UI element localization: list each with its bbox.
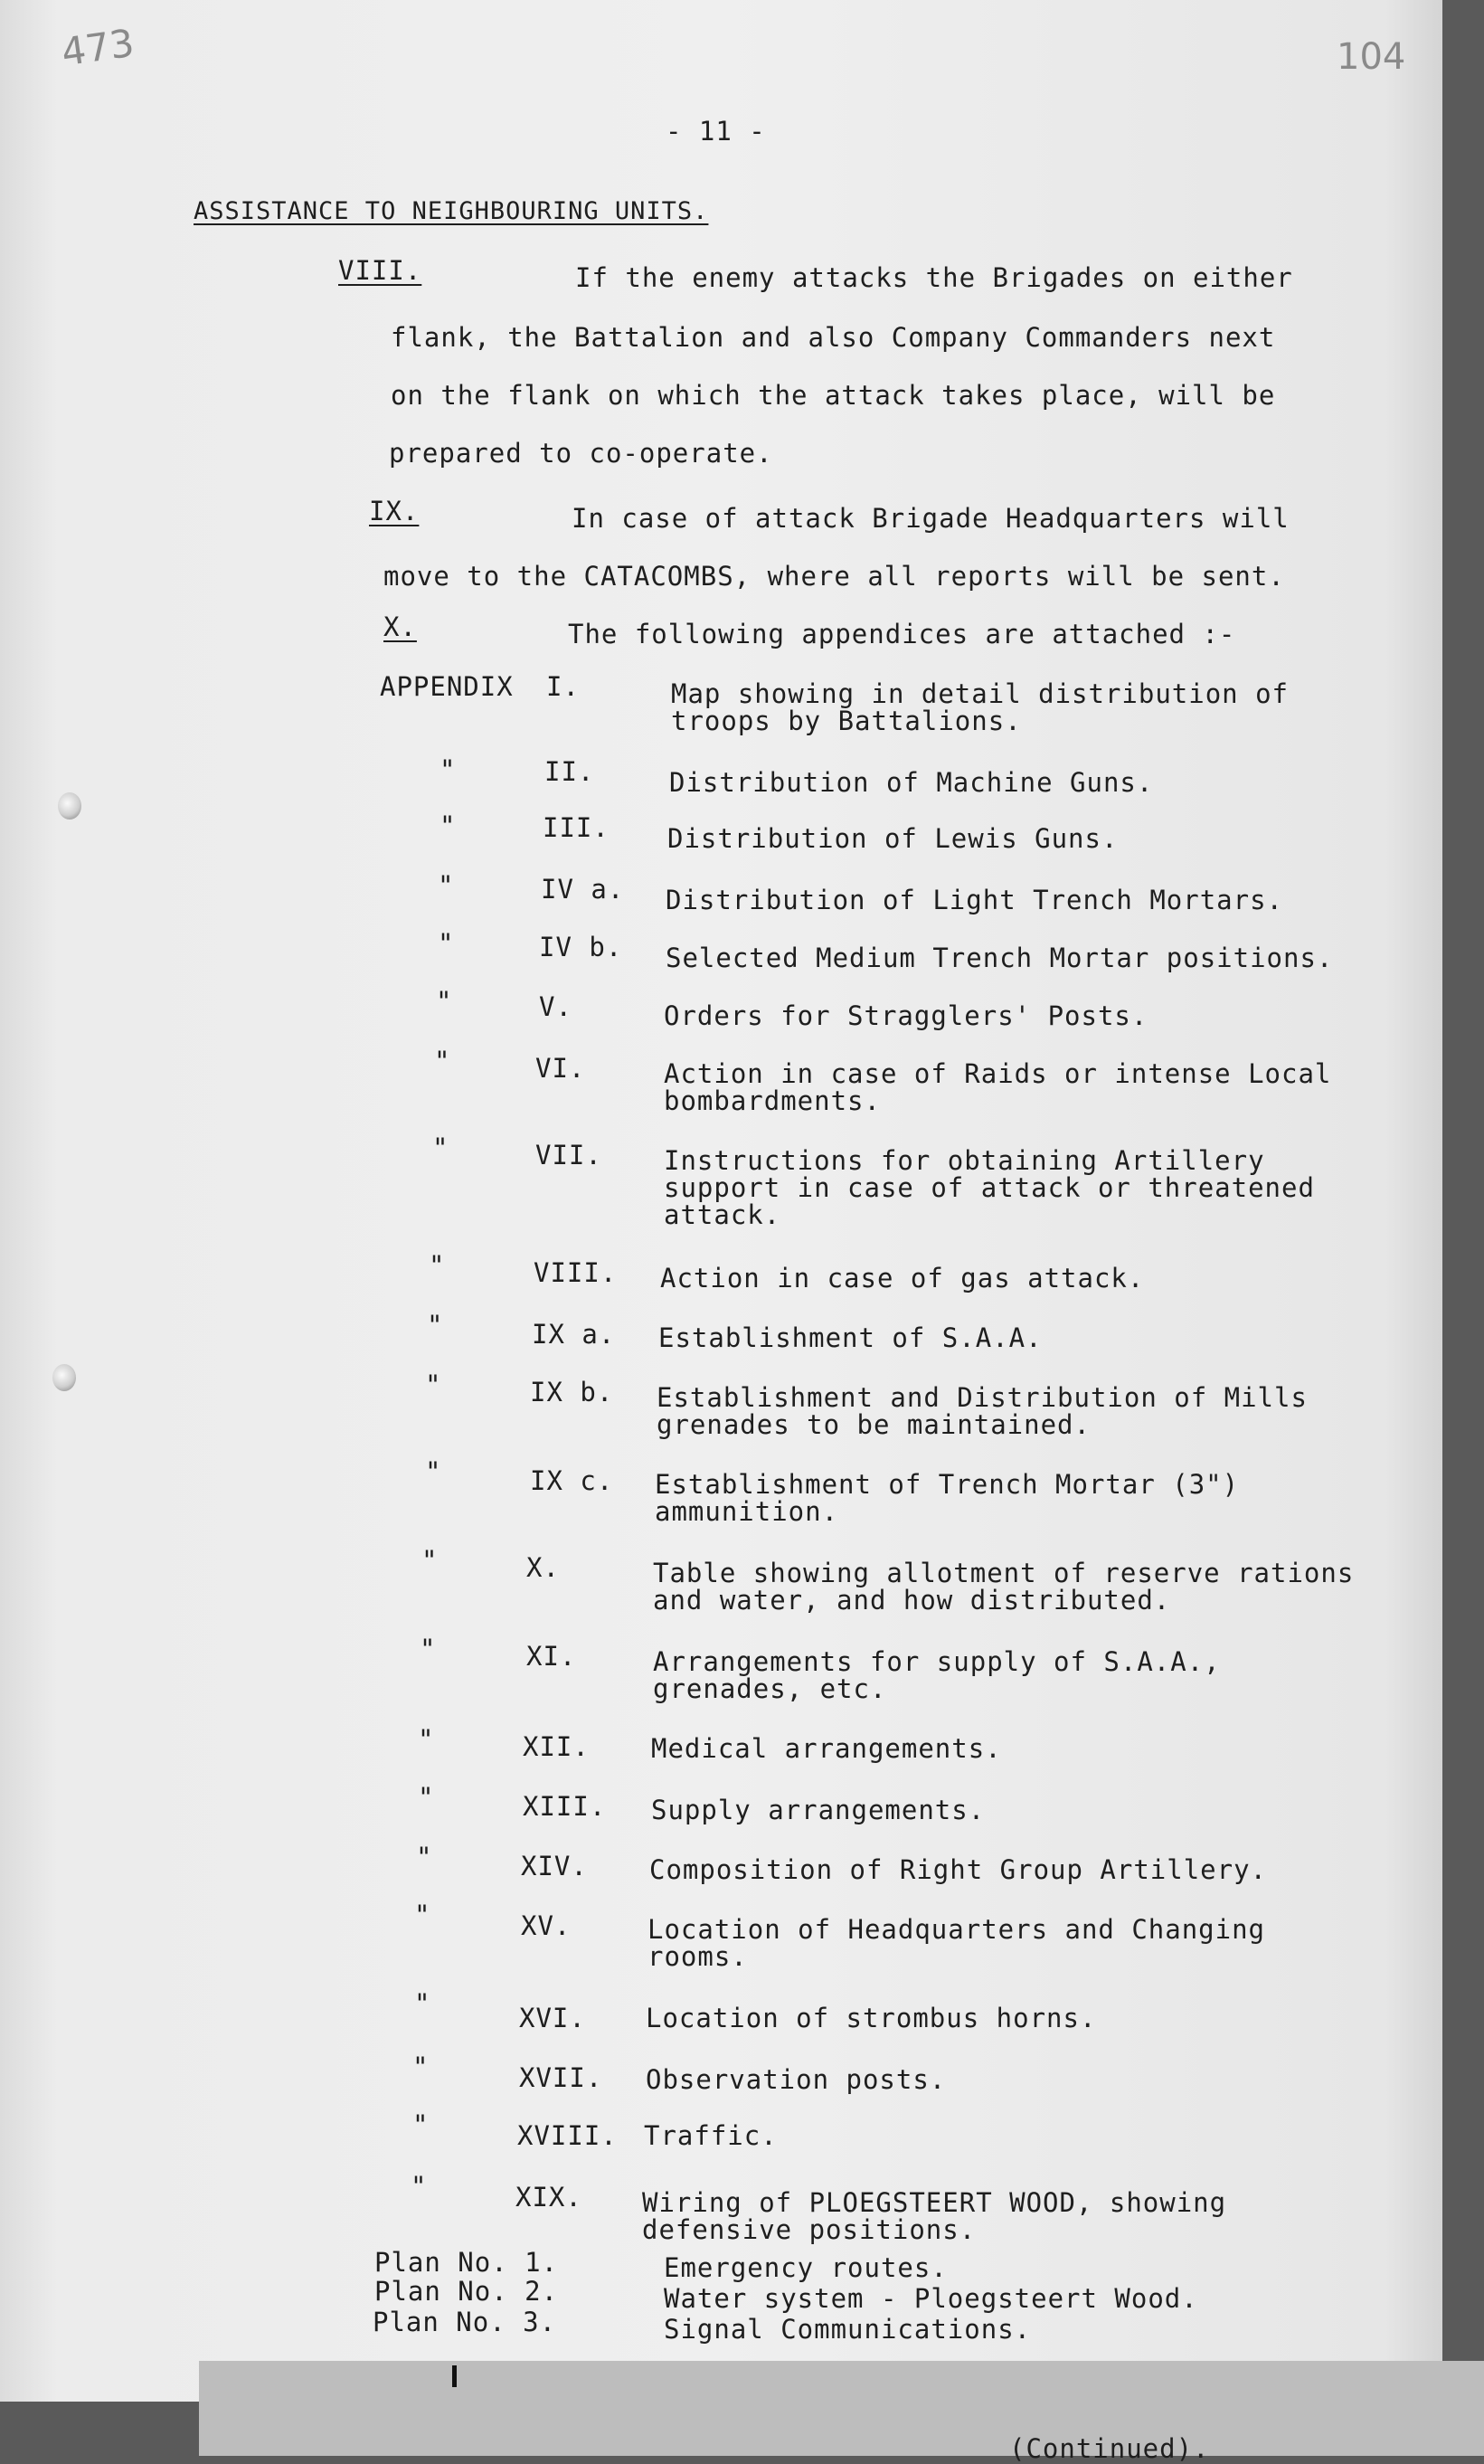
- appendix-numeral: XV.: [521, 1910, 572, 1941]
- ditto-mark: ": [411, 2171, 428, 2202]
- ditto-mark: ": [429, 1250, 446, 1281]
- appendix-numeral: XIX.: [515, 2182, 582, 2213]
- appendix-numeral: I.: [546, 671, 580, 702]
- ditto-mark: ": [425, 1456, 442, 1487]
- plan-label: Plan No. 1.: [374, 2247, 559, 2278]
- appendix-description: Composition of Right Group Artillery.: [649, 1854, 1268, 1885]
- paragraph-line: on the flank on which the attack takes place, will be: [391, 380, 1276, 411]
- ditto-mark: ": [436, 986, 453, 1017]
- appendix-description: Distribution of Machine Guns.: [669, 767, 1154, 798]
- appendix-description: Action in case of gas attack.: [660, 1263, 1145, 1294]
- paragraph-line: flank, the Battalion and also Company Commanders next: [391, 322, 1276, 353]
- appendix-description: Establishment and Distribution of Mills grenades to be maintained.: [657, 1382, 1308, 1440]
- ditto-mark: ": [418, 1782, 435, 1813]
- appendix-numeral: IV a.: [541, 874, 625, 905]
- archive-number: 473: [58, 20, 137, 75]
- ditto-mark: ": [412, 2109, 430, 2140]
- appendix-numeral: IX c.: [530, 1465, 614, 1496]
- appendix-description: Supply arrangements.: [651, 1795, 986, 1825]
- appendix-numeral: XII.: [523, 1731, 590, 1762]
- paragraph-numeral: VIII.: [338, 255, 422, 286]
- folio-number: 104: [1337, 36, 1406, 78]
- continued-note: (Continued).: [1009, 2433, 1210, 2464]
- appendix-numeral: XIII.: [523, 1791, 607, 1822]
- ditto-mark: ": [427, 1310, 444, 1341]
- paragraph-numeral: X.: [383, 611, 417, 642]
- ditto-mark: ": [425, 1369, 442, 1400]
- appendix-description: Distribution of Lewis Guns.: [667, 823, 1119, 854]
- plan-description: Water system - Ploegsteert Wood.: [664, 2283, 1198, 2314]
- ditto-mark: ": [432, 1132, 449, 1163]
- appendix-description: Arrangements for supply of S.A.A., grenades, etc.: [653, 1646, 1221, 1704]
- punch-hole: [52, 1364, 76, 1391]
- appendix-description: Orders for Stragglers' Posts.: [664, 1000, 1148, 1031]
- ditto-mark: ": [414, 1988, 431, 2019]
- section-heading: ASSISTANCE TO NEIGHBOURING UNITS.: [194, 197, 709, 225]
- appendix-description: Wiring of PLOEGSTEERT WOOD, showing defensive positions.: [642, 2187, 1227, 2245]
- appendix-description: Map showing in detail distribution of troops by Battalions.: [671, 678, 1290, 736]
- appendix-numeral: IV b.: [539, 932, 623, 962]
- ditto-mark: ": [438, 870, 455, 901]
- paragraph-line: If the enemy attacks the Brigades on either: [575, 262, 1293, 293]
- appendix-numeral: X.: [526, 1552, 560, 1583]
- appendix-numeral: VII.: [535, 1140, 602, 1170]
- ditto-mark: ": [440, 810, 457, 841]
- plan-description: Signal Communications.: [664, 2314, 1032, 2345]
- appendix-description: Location of strombus horns.: [646, 2003, 1097, 2033]
- appendix-numeral: XVIII.: [517, 2120, 618, 2151]
- appendix-numeral: XVI.: [519, 2003, 586, 2033]
- ditto-mark: ": [440, 754, 457, 785]
- appendix-numeral: IX a.: [532, 1319, 616, 1350]
- appendix-numeral: VIII.: [534, 1257, 618, 1288]
- appendix-description: Traffic.: [644, 2120, 778, 2151]
- appendix-description: Establishment of Trench Mortar (3") ammunition.: [655, 1469, 1240, 1527]
- ditto-mark: ": [416, 1842, 433, 1872]
- plan-label: Plan No. 3.: [373, 2307, 557, 2337]
- appendix-description: Distribution of Light Trench Mortars.: [666, 885, 1284, 915]
- punch-hole: [58, 792, 81, 820]
- appendix-numeral: III.: [543, 812, 610, 843]
- paragraph-numeral: IX.: [369, 496, 420, 526]
- plan-description: Emergency routes.: [664, 2252, 948, 2283]
- appendix-numeral: XI.: [526, 1641, 577, 1672]
- appendix-description: Medical arrangements.: [651, 1733, 1002, 1764]
- page-number: - 11 -: [666, 116, 766, 147]
- appendix-numeral: XIV.: [521, 1851, 588, 1881]
- appendix-label: APPENDIX: [380, 671, 514, 702]
- staple: [452, 2365, 457, 2387]
- appendix-description: Selected Medium Trench Mortar positions.: [666, 943, 1334, 973]
- ditto-mark: ": [420, 1634, 437, 1664]
- ditto-mark: ": [438, 928, 455, 959]
- ditto-mark: ": [414, 1900, 431, 1930]
- paragraph-line: prepared to co-operate.: [389, 438, 773, 469]
- appendix-numeral: XVII.: [519, 2062, 603, 2093]
- appendix-numeral: II.: [544, 756, 595, 787]
- ditto-mark: ": [418, 1724, 435, 1755]
- appendix-description: Establishment of S.A.A.: [658, 1322, 1043, 1353]
- appendix-description: Location of Headquarters and Changing rooms.: [647, 1914, 1266, 1972]
- underlying-sheet: [199, 2361, 1484, 2464]
- appendix-numeral: V.: [539, 991, 572, 1022]
- appendix-description: Instructions for obtaining Artillery support in case of attack or threatened attack.: [664, 1145, 1315, 1230]
- appendix-numeral: IX b.: [530, 1377, 614, 1407]
- appendix-description: Observation posts.: [646, 2064, 947, 2095]
- ditto-mark: ": [412, 2052, 430, 2082]
- ditto-mark: ": [434, 1046, 451, 1076]
- plan-label: Plan No. 2.: [374, 2276, 559, 2307]
- appendix-numeral: VI.: [535, 1053, 586, 1084]
- paragraph-line: In case of attack Brigade Headquarters will: [572, 503, 1290, 534]
- ditto-mark: ": [421, 1545, 439, 1576]
- appendix-description: Table showing allotment of reserve rations and water, and how distributed.: [653, 1558, 1355, 1616]
- paragraph-line: The following appendices are attached :-: [568, 619, 1236, 649]
- paragraph-line: move to the CATACOMBS, where all reports will be sent.: [383, 561, 1285, 592]
- appendix-description: Action in case of Raids or intense Local bombardments.: [664, 1058, 1332, 1116]
